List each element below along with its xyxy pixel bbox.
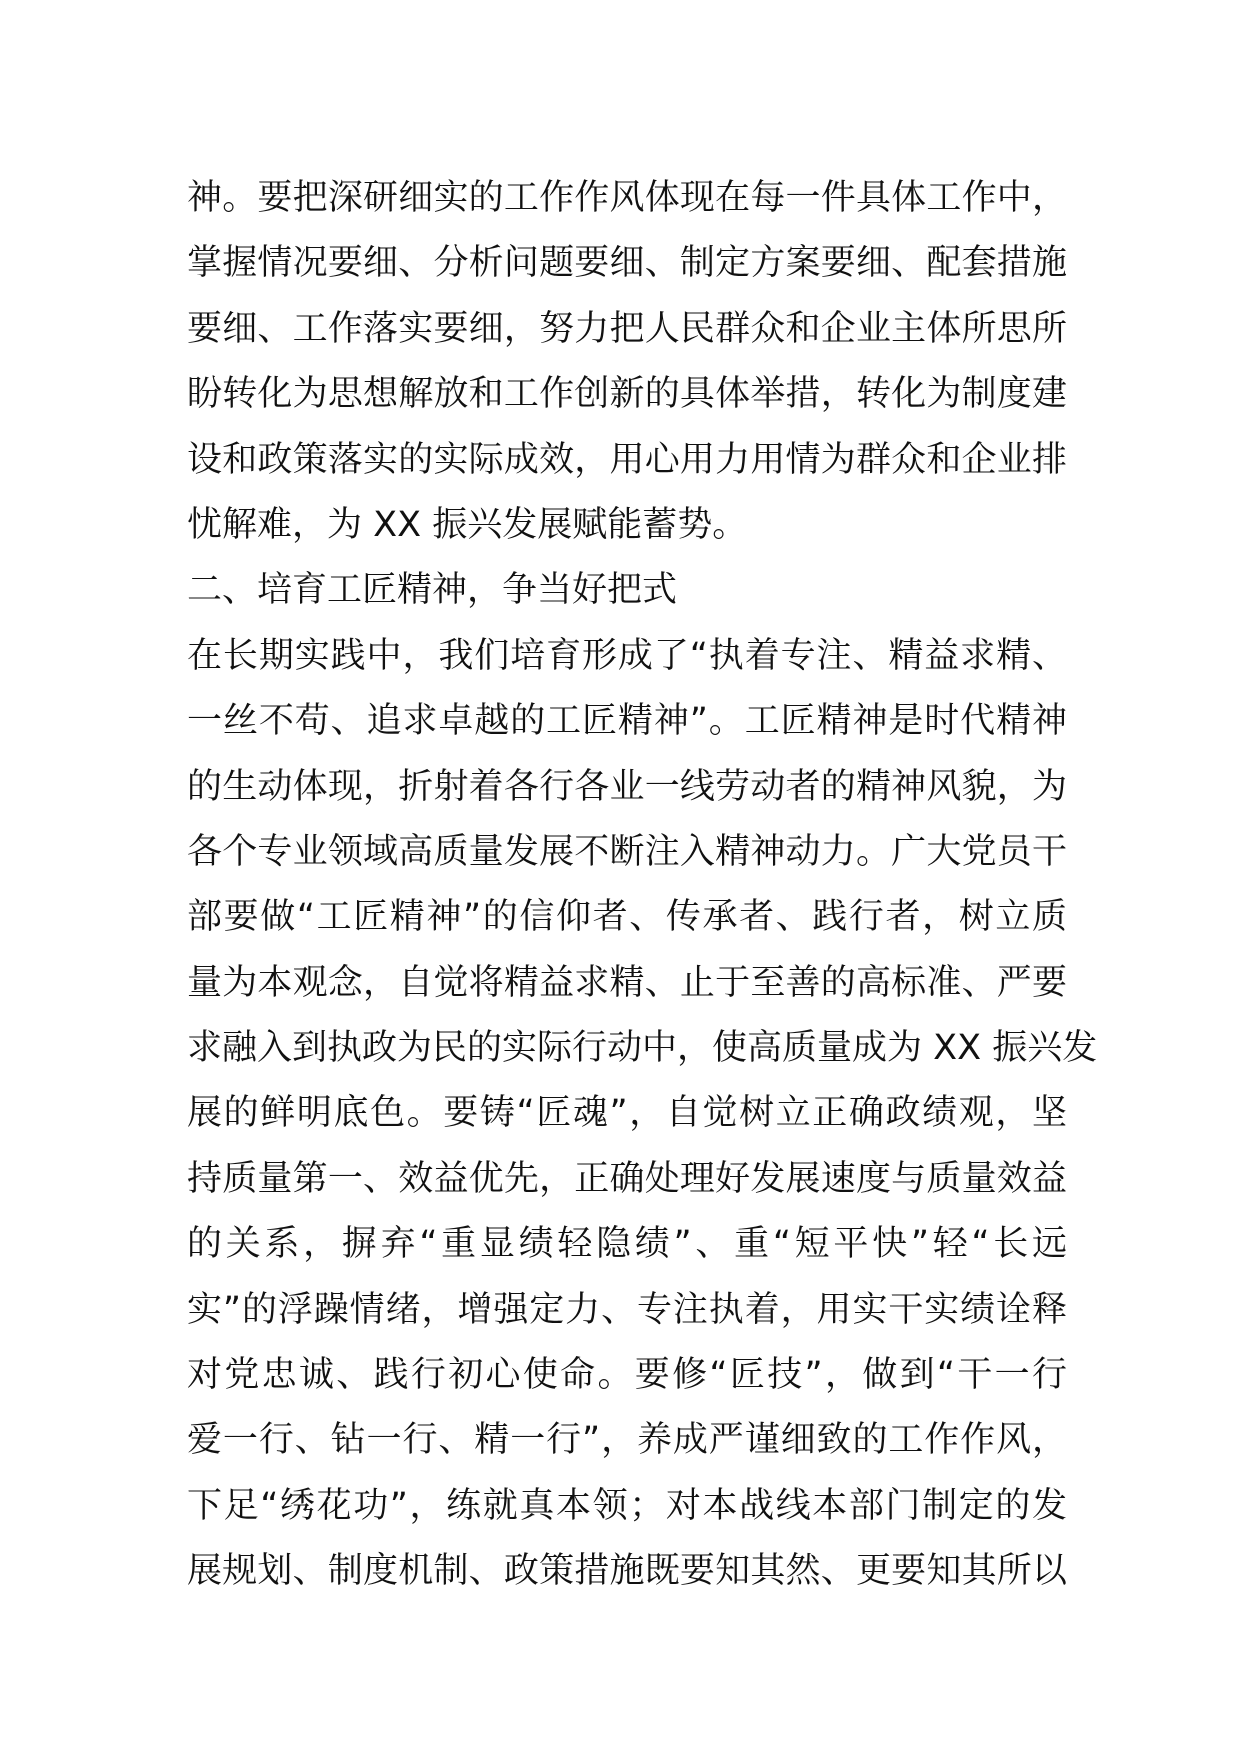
text-line: 掌握情况要细、分析问题要细、制定方案要细、配套措施 <box>187 243 1067 284</box>
text-line: 下足“绣花功”，练就真本领；对本战线本部门制定的发 <box>187 1485 1067 1526</box>
body-text <box>187 166 1098 1605</box>
text-line: 的关系，摒弃“重显绩轻隐绩”、重“短平快”轻“长远 <box>187 1224 1067 1265</box>
text-line: 对党忠诚、践行初心使命。要修“匠技”，做到“干一行 <box>187 1355 1067 1396</box>
text-line: 在长期实践中，我们培育形成了“执着专注、精益求精、 <box>187 635 1067 676</box>
text-line: 求融入到执政为民的实际行动中，使高质量成为 XX 振兴发 <box>187 1028 1098 1069</box>
text-line: 各个专业领域高质量发展不断注入精神动力。广大党员干 <box>187 831 1067 872</box>
text-line: 神。要把深研细实的工作作风体现在每一件具体工作中， <box>187 178 1067 218</box>
text-line: 忧解难，为 XX 振兴发展赋能蓄势。 <box>187 504 748 545</box>
text-line: 的生动体现，折射着各行各业一线劳动者的精神风貌，为 <box>187 766 1067 807</box>
text-line: 展的鲜明底色。要铸“匠魂”，自觉树立正确政绩观，坚 <box>187 1093 1067 1134</box>
text-line: 持质量第一、效益优先，正确处理好发展速度与质量效益 <box>187 1158 1067 1199</box>
text-line: 要细、工作落实要细，努力把人民群众和企业主体所思所 <box>187 308 1067 349</box>
text-line: 部要做“工匠精神”的信仰者、传承者、践行者，树立质 <box>187 897 1067 938</box>
text-line: 展规划、制度机制、政策措施既要知其然、更要知其所以 <box>187 1551 1067 1592</box>
text-line: 设和政策落实的实际成效，用心用力用情为群众和企业排 <box>187 439 1067 480</box>
text-line: 一丝不苟、追求卓越的工匠精神”。工匠精神是时代精神 <box>187 701 1067 742</box>
text-line: 爱一行、钻一行、精一行”，养成严谨细致的工作作风， <box>187 1420 1067 1461</box>
text-line: 盼转化为思想解放和工作创新的具体举措，转化为制度建 <box>187 374 1067 415</box>
section-heading: 二、培育工匠精神，争当好把式 <box>187 570 678 611</box>
text-line: 量为本观念，自觉将精益求精、止于至善的高标准、严要 <box>187 962 1067 1003</box>
text-line: 实”的浮躁情绪，增强定力、专注执着，用实干实绩诠释 <box>187 1289 1067 1330</box>
